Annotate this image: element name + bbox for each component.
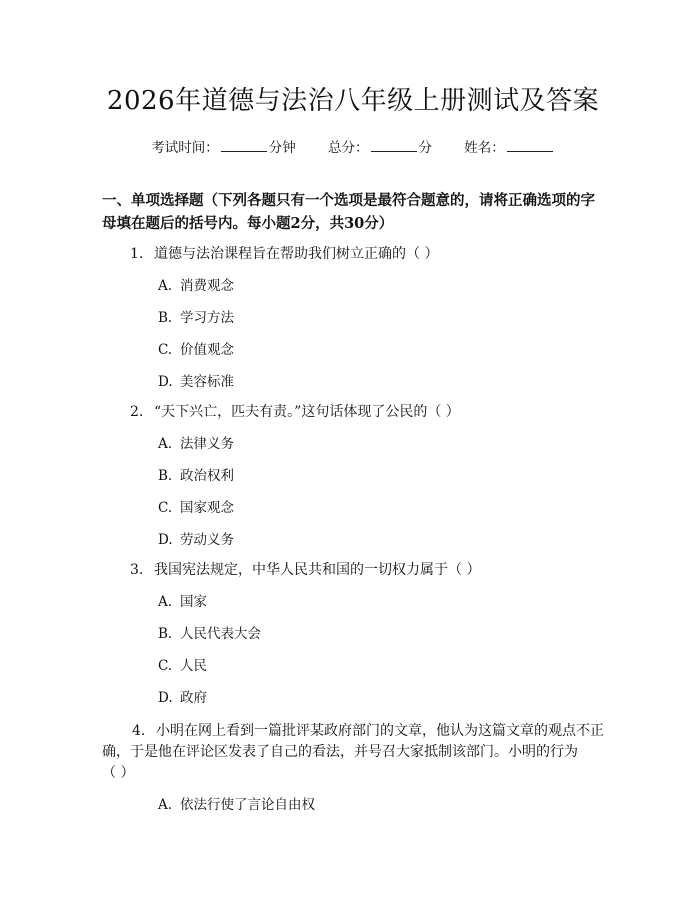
option: D. 美容标准 bbox=[158, 374, 234, 390]
student-name: 姓名： bbox=[464, 140, 555, 156]
question-4-line-1: 4. 小明在网上看到一篇批评某政府部门的文章，他认为这篇文章的观点不正 bbox=[132, 723, 604, 739]
option: B. 学习方法 bbox=[158, 310, 234, 326]
question-4 bbox=[102, 721, 604, 784]
score-blank bbox=[371, 137, 417, 152]
option: A. 依法行使了言论自由权 bbox=[158, 797, 315, 813]
name-blank bbox=[507, 137, 553, 152]
option: B. 政治权利 bbox=[158, 468, 234, 484]
exam-time: 考试时间： 分钟 bbox=[151, 140, 296, 156]
exam-meta bbox=[102, 137, 604, 159]
option: C. 国家观念 bbox=[158, 500, 234, 516]
question-1: 1. 道德与法治课程旨在帮助我们树立正确的（ ） bbox=[130, 246, 439, 262]
question-4-line-2: 确，于是他在评论区发表了自己的看法，并号召大家抵制该部门。小明的行为 bbox=[102, 744, 578, 760]
option: D. 劳动义务 bbox=[158, 532, 234, 548]
question-3: 3. 我国宪法规定，中华人民共和国的一切权力属于（ ） bbox=[130, 562, 481, 578]
option: A. 法律义务 bbox=[158, 436, 234, 452]
option: A. 消费观念 bbox=[158, 278, 234, 294]
question-2: 2. “天下兴亡，匹夫有责。”这句话体现了公民的（ ） bbox=[130, 404, 460, 420]
time-blank bbox=[221, 137, 267, 152]
option: D. 政府 bbox=[158, 690, 207, 706]
total-score: 总分： 分 bbox=[328, 140, 432, 156]
page-title: 2026年道德与法治八年级上册测试及答案 bbox=[106, 86, 600, 116]
option: B. 人民代表大会 bbox=[158, 626, 261, 642]
section-heading: 一、单项选择题（下列各题只有一个选项是最符合题意的，请将正确选项的字母填在题后的括号内。每小题2分，共30分） bbox=[102, 192, 595, 232]
option: C. 人民 bbox=[158, 658, 207, 674]
option: C. 价值观念 bbox=[158, 342, 234, 358]
question-4-line-3: （ ） bbox=[102, 765, 135, 781]
option: A. 国家 bbox=[158, 594, 207, 610]
